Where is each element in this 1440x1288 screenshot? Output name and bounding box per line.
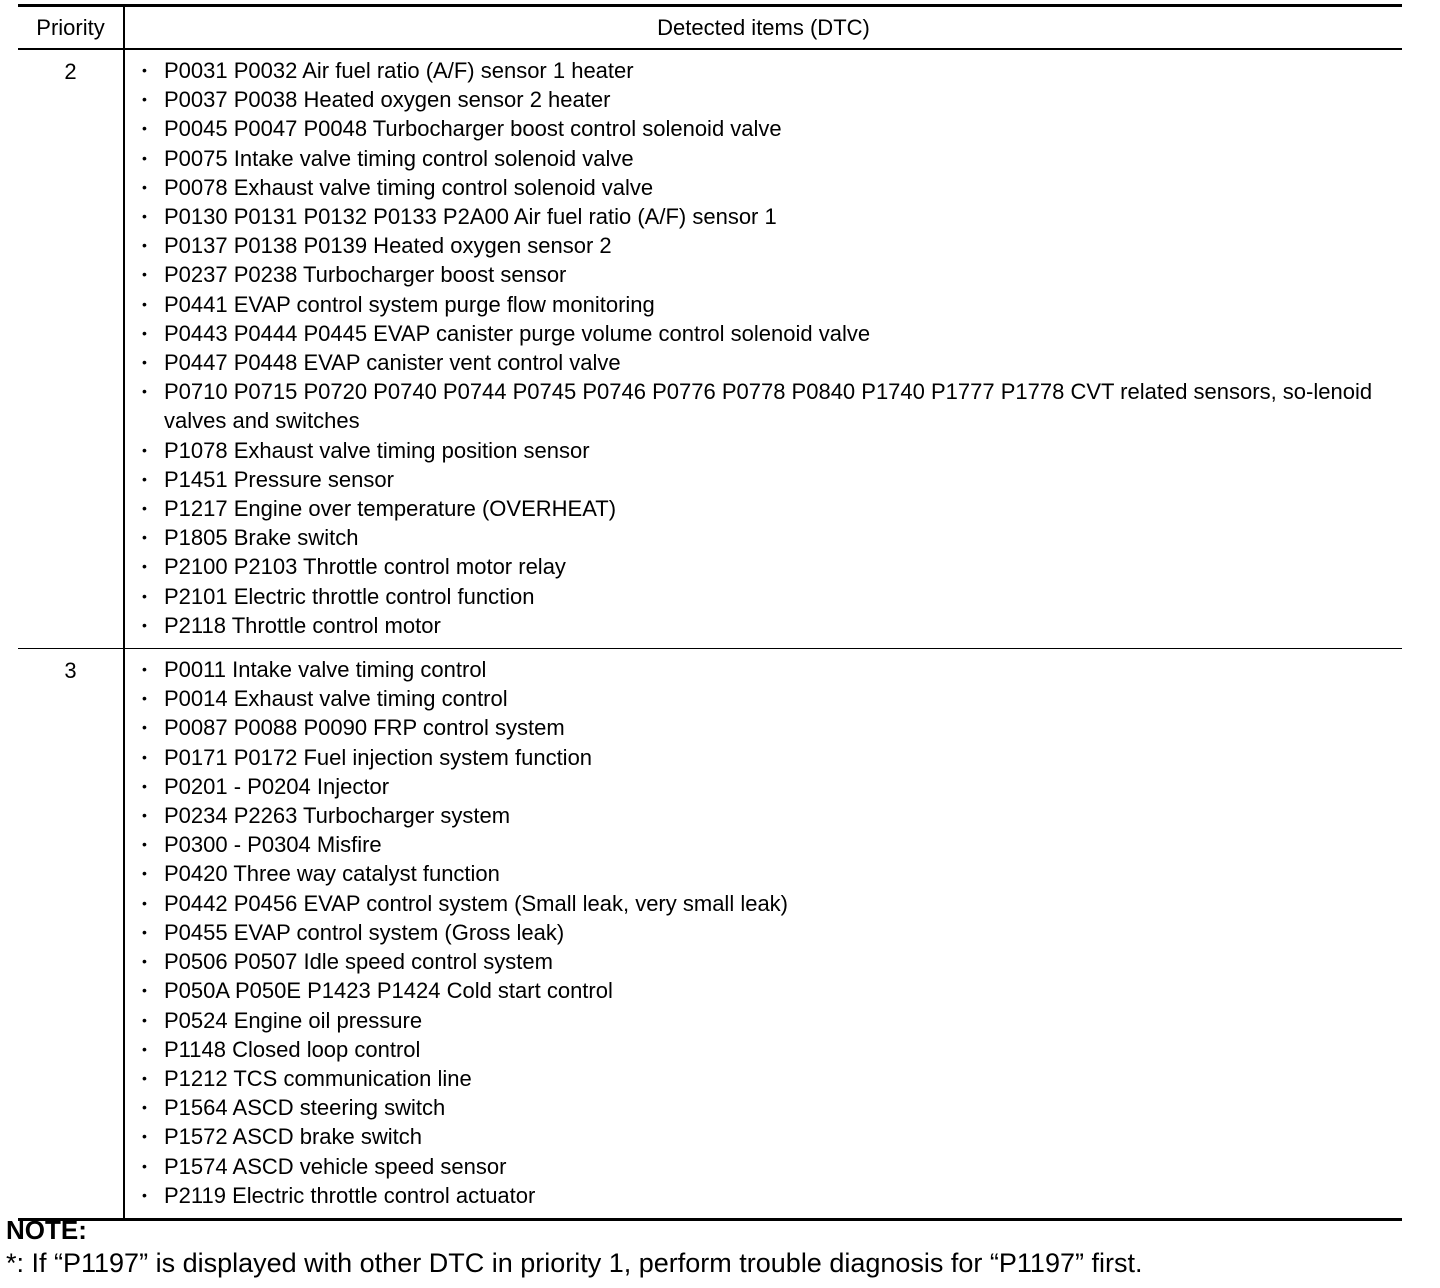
dtc-list-item: • P2119 Electric throttle control actuator	[142, 1181, 1392, 1210]
dtc-list-item: • P0524 Engine oil pressure	[142, 1006, 1392, 1035]
dtc-list-item: • P0031 P0032 Air fuel ratio (A/F) sensor 1 heater	[142, 56, 1392, 85]
dtc-list-item: • P0201 - P0204 Injector	[142, 772, 1392, 801]
dtc-list-item: • P0011 Intake valve timing control	[142, 655, 1392, 684]
dtc-list-item: • P0237 P0238 Turbocharger boost sensor	[142, 260, 1392, 289]
priority-column-header: Priority	[18, 6, 124, 50]
dtc-list-item: • P1574 ASCD vehicle speed sensor	[142, 1152, 1392, 1181]
table-row	[18, 49, 1402, 649]
dtc-list-item: • P0037 P0038 Heated oxygen sensor 2 heater	[142, 85, 1392, 114]
dtc-list-item: • P050A P050E P1423 P1424 Cold start control	[142, 976, 1392, 1005]
table-row	[18, 649, 1402, 1220]
dtc-list-item: • P1212 TCS communication line	[142, 1064, 1392, 1093]
dtc-list-item: • P0137 P0138 P0139 Heated oxygen sensor 2	[142, 231, 1392, 260]
dtc-list-item: • P0447 P0448 EVAP canister vent control valve	[142, 348, 1392, 377]
dtc-list-item: • P2101 Electric throttle control function	[142, 582, 1392, 611]
dtc-list-item: • P0443 P0444 P0445 EVAP canister purge volume control solenoid valve	[142, 319, 1392, 348]
table-header-row	[18, 6, 1402, 50]
dtc-list-item: • P0075 Intake valve timing control solenoid valve	[142, 144, 1392, 173]
dtc-list-item: • P2100 P2103 Throttle control motor relay	[142, 552, 1392, 581]
dtc-list-item: • P0506 P0507 Idle speed control system	[142, 947, 1392, 976]
dtc-list-item: • P2118 Throttle control motor	[142, 611, 1392, 640]
dtc-list-item: • P1217 Engine over temperature (OVERHEAT)	[142, 494, 1392, 523]
dtc-list-item: • P0130 P0131 P0132 P0133 P2A00 Air fuel ratio (A/F) sensor 1	[142, 202, 1392, 231]
note-text: *: If “P1197” is displayed with other DTC in priority 1, perform trouble diagnosis for “P1197” first.	[6, 1248, 1143, 1278]
dtc-list-item: • P0710 P0715 P0720 P0740 P0744 P0745 P0746 P0776 P0778 P0840 P1740 P1777 P1778 CVT related sensors, so-lenoid valves and switches	[142, 377, 1392, 435]
dtc-list-item: • P0087 P0088 P0090 FRP control system	[142, 713, 1392, 742]
dtc-list-item: • P1572 ASCD brake switch	[142, 1122, 1392, 1151]
dtc-list-item: • P0234 P2263 Turbocharger system	[142, 801, 1392, 830]
dtc-list	[125, 649, 1402, 1218]
detected-items-cell	[124, 649, 1402, 1220]
detected-items-cell	[124, 49, 1402, 649]
priority-cell: 2	[18, 49, 124, 649]
dtc-list-item: • P0442 P0456 EVAP control system (Small leak, very small leak)	[142, 889, 1392, 918]
priority-cell: 3	[18, 649, 124, 1220]
dtc-list-item: • P1451 Pressure sensor	[142, 465, 1392, 494]
dtc-list-item: • P0455 EVAP control system (Gross leak)	[142, 918, 1392, 947]
dtc-list	[125, 50, 1402, 648]
detected-items-column-header: Detected items (DTC)	[124, 6, 1402, 50]
dtc-list-item: • P1805 Brake switch	[142, 523, 1392, 552]
dtc-list-item: • P1148 Closed loop control	[142, 1035, 1392, 1064]
dtc-list-item: • P0014 Exhaust valve timing control	[142, 684, 1392, 713]
dtc-list-item: • P0420 Three way catalyst function	[142, 859, 1392, 888]
dtc-list-item: • P1078 Exhaust valve timing position sensor	[142, 436, 1392, 465]
dtc-list-item: • P0045 P0047 P0048 Turbocharger boost control solenoid valve	[142, 114, 1392, 143]
dtc-list-item: • P0078 Exhaust valve timing control solenoid valve	[142, 173, 1392, 202]
note-title: NOTE:	[6, 1215, 87, 1245]
dtc-list-item: • P0300 - P0304 Misfire	[142, 830, 1392, 859]
note-section	[6, 1214, 1426, 1280]
dtc-list-item: • P0171 P0172 Fuel injection system function	[142, 743, 1392, 772]
dtc-list-item: • P1564 ASCD steering switch	[142, 1093, 1392, 1122]
dtc-priority-table	[18, 4, 1402, 1221]
dtc-list-item: • P0441 EVAP control system purge flow monitoring	[142, 290, 1392, 319]
